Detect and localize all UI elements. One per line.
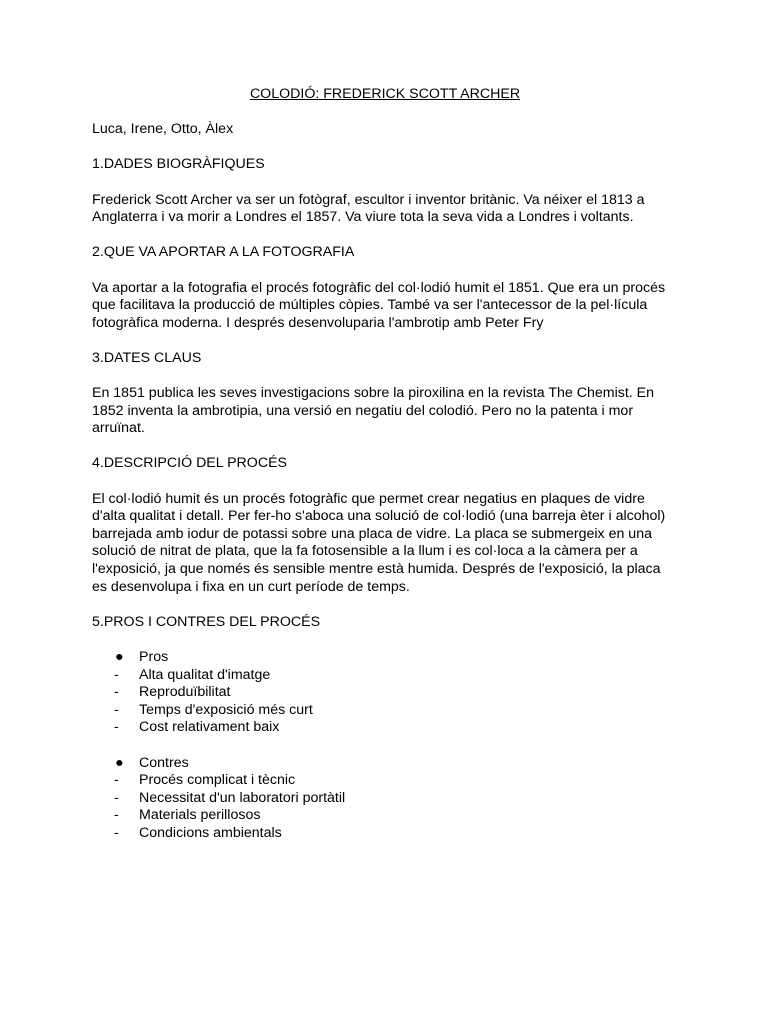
section-body-contribution: Va aportar a la fotografia el procés fotogràfic del col·lodió humit el 1851. Que era un procés que facilitava la producció de múltiples còpies. També va ser l'antecessor de la pel·lícula fotogràfica moderna. I després desenvoluparia l'ambrotip amb Peter Fry (92, 279, 666, 331)
pros-label: Pros (139, 649, 169, 665)
dash-marker: - (114, 666, 119, 683)
list-item-text: Cost relativament baix (139, 719, 280, 736)
list-item-text: Reproduïbilitat (139, 684, 231, 701)
dash-marker: - (114, 789, 119, 806)
cons-list (92, 755, 678, 843)
dash-marker: - (114, 824, 119, 841)
list-item-text: Alta qualitat d'imatge (139, 666, 271, 683)
list-item (92, 719, 678, 737)
dash-marker: - (114, 772, 119, 789)
document-title: COLODIÓ: FREDERICK SCOTT ARCHER (249, 86, 521, 102)
pros-list-header (92, 649, 678, 667)
section-heading-pros-cons: 5.PROS I CONTRES DEL PROCÉS (92, 613, 321, 630)
dash-marker: - (114, 719, 119, 736)
dash-marker: - (114, 807, 119, 824)
section-heading-key-dates: 3.DATES CLAUS (92, 349, 202, 366)
list-item-text: Temps d'exposició més curt (139, 701, 313, 718)
section-heading-contribution: 2.QUE VA APORTAR A LA FOTOGRAFIA (92, 244, 355, 261)
pros-list (92, 649, 678, 737)
document-page (92, 86, 678, 860)
section-body-biography: Frederick Scott Archer va ser un fotògraf, escultor i inventor britànic. Va néixer el 1813 a Anglaterra i va morir a Londres el 1857. Va viure tota la seva vida a Londres i voltants. (92, 191, 645, 226)
list-item (92, 684, 678, 702)
section-body-process-description: El col·lodió humit és un procés fotogràfic que permet crear negatius en plaques de vidre d'alta qualitat i detall. Per fer-ho s'aboca una solució de col·lodió (una barreja èter i alcohol) barrejada amb iodur de potassi sobre una placa de vidre. La placa se submergeix en una solució de nitrat de plata, que la fa fotosensible a la llum i es col·loca a la càmera per a l'exposició, ja que només és sensible mentre està humida. Després de l'exposició, la placa es desenvolupa i fixa en un curt període de temps. (92, 490, 666, 595)
list-item (92, 772, 678, 790)
bullet-marker: ● (115, 754, 124, 771)
cons-label: Contres (139, 754, 189, 771)
list-item-text: Materials perillosos (139, 807, 261, 824)
list-item-text: Condicions ambientals (139, 824, 282, 841)
list-item (92, 807, 678, 825)
list-item (92, 702, 678, 720)
list-item (92, 825, 678, 843)
cons-list-header (92, 755, 678, 773)
bullet-marker: ● (115, 649, 124, 665)
section-body-key-dates: En 1851 publica les seves investigacions sobre la piroxilina en la revista The Chemist. En 1852 inventa la ambrotipia, una versió en negatiu del colodió. Pero no la patenta i mor arruïnat. (92, 385, 655, 437)
list-item (92, 790, 678, 808)
list-item-text: Procés complicat i tècnic (139, 772, 296, 789)
list-item-text: Necessitat d'un laboratori portàtil (139, 789, 346, 806)
section-heading-biography: 1.DADES BIOGRÀFIQUES (92, 156, 265, 173)
section-heading-process-description: 4.DESCRIPCIÓ DEL PROCÉS (92, 455, 287, 472)
dash-marker: - (114, 701, 119, 718)
authors-line: Luca, Irene, Otto, Àlex (92, 121, 234, 138)
list-item (92, 667, 678, 685)
dash-marker: - (114, 684, 119, 701)
